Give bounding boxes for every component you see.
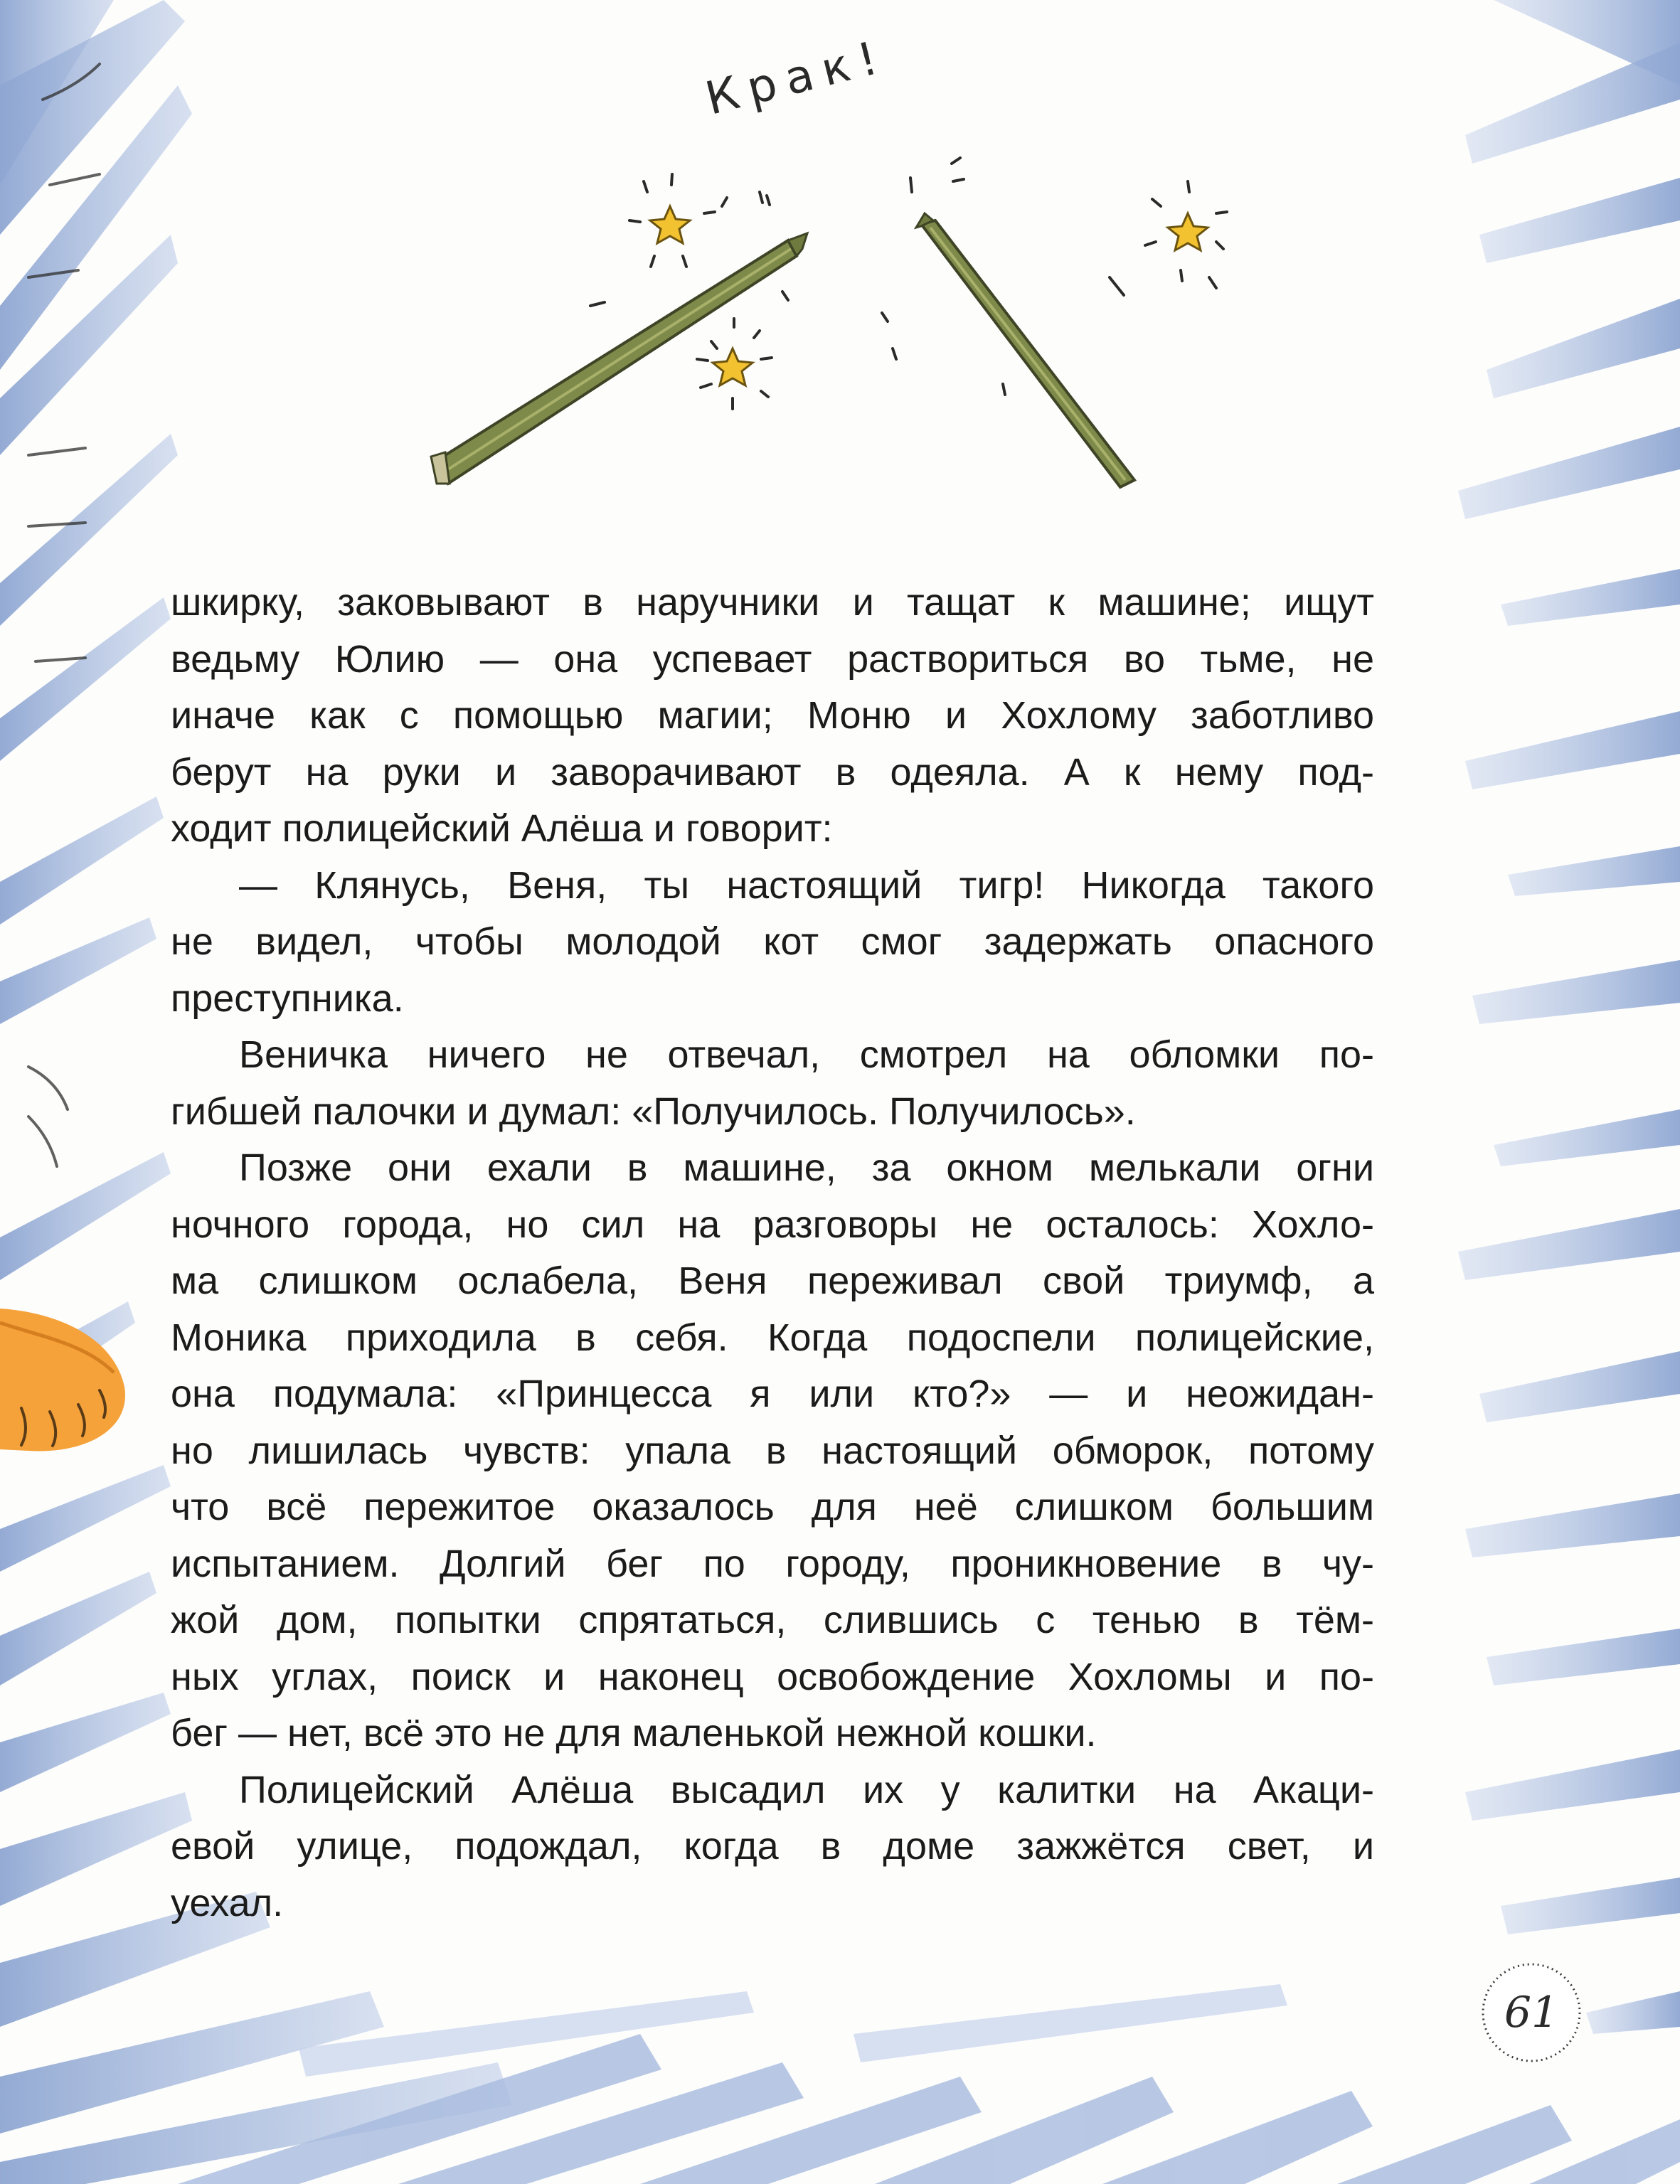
text-line: но лишилась чувств: упала в настоящий обморок, потому [171, 1429, 1374, 1472]
star-icon [713, 348, 753, 385]
text-line: Полицейский Алёша высадил их у калитки на Акаци- [239, 1768, 1374, 1811]
text-line: ходит полицейский Алёша и говорит: [171, 807, 833, 850]
body-text [171, 575, 1374, 1932]
text-line: бег — нет, всё это не для маленькой нежной кошки. [171, 1712, 1097, 1754]
text-line: не видел, чтобы молодой кот смог задержать опасного [171, 920, 1374, 963]
text-line: уехал. [171, 1881, 284, 1924]
text-line: ма слишком ослабела, Веня переживал свой триумф, а [171, 1259, 1374, 1302]
broken-wand-icon [431, 233, 807, 484]
text-line: что всё пережитое оказалось для неё слишком большим [171, 1486, 1374, 1528]
text-line: Моника приходила в себя. Когда подоспели полицейские, [171, 1316, 1374, 1359]
text-line: жой дом, попытки спрятаться, слившись с тенью в тём- [171, 1599, 1374, 1641]
text-line: испытанием. Долгий бег по городу, проникновение в чу- [171, 1542, 1374, 1585]
broken-wand-icon [916, 213, 1134, 487]
sound-effect-text: Крак! [701, 30, 893, 126]
text-line: иначе как с помощью магии; Моню и Хохлому заботливо [171, 694, 1374, 737]
text-line: шкирку, заковывают в наручники и тащат к машине; ищут [171, 581, 1374, 624]
text-line: Позже они ехали в машине, за окном мелькали огни [239, 1146, 1374, 1189]
text-line: евой улице, подождал, когда в доме зажжётся свет, и [171, 1825, 1374, 1868]
text-line: ведьму Юлию — она успевает раствориться во тьме, не [171, 637, 1374, 681]
star-icon [1168, 213, 1208, 250]
text-line: она подумала: «Принцесса я или кто?» — и неожидан- [171, 1373, 1374, 1415]
text-line: — Клянусь, Веня, ты настоящий тигр! Никогда такого [239, 863, 1374, 907]
page-number: 61 [1504, 1988, 1559, 2037]
text-line: берут на руки и заворачивают в одеяла. А к нему под- [171, 750, 1374, 794]
text-line: ных углах, поиск и наконец освобождение Хохломы и по- [171, 1655, 1374, 1698]
text-line: преступника. [171, 976, 404, 1020]
text-line: Веничка ничего не отвечал, смотрел на обломки по- [239, 1033, 1374, 1076]
star-icon [650, 206, 690, 243]
text-line: ночного города, но сил на разговоры не осталось: Хохло- [171, 1203, 1374, 1246]
broken-wand-illustration [398, 114, 1252, 512]
text-line: гибшей палочки и думал: «Получилось. Получилось». [171, 1090, 1136, 1133]
